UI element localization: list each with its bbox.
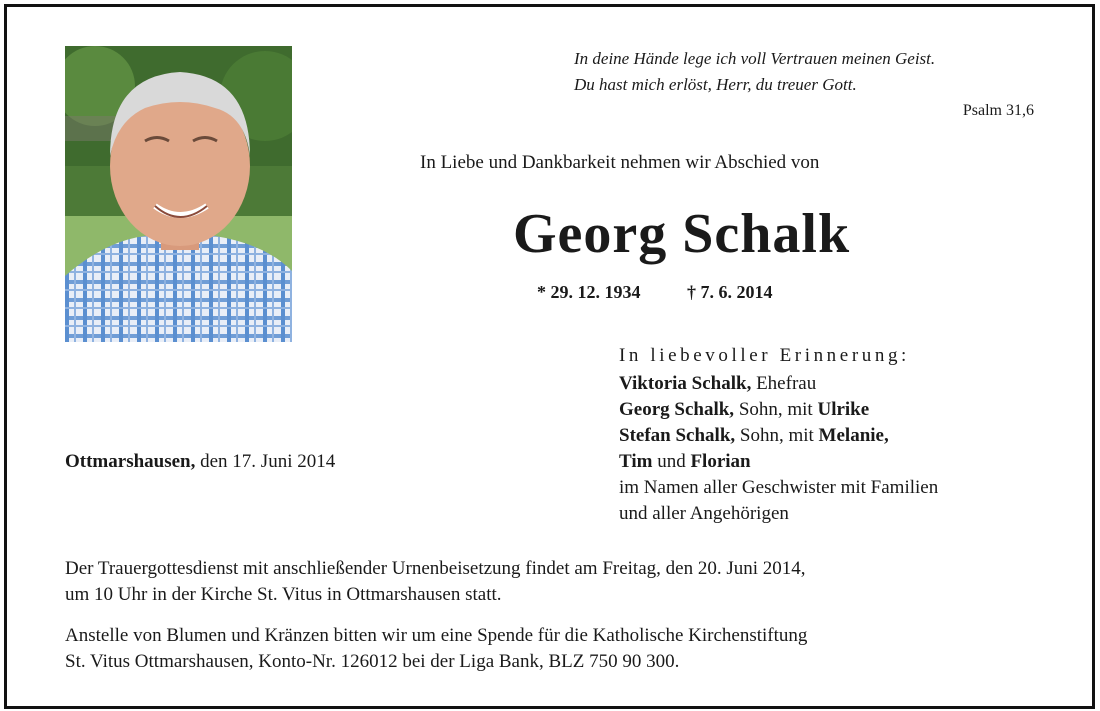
mourner-name: Georg Schalk, <box>619 399 735 420</box>
death-date: † 7. 6. 2014 <box>687 282 773 302</box>
service-line-2: um 10 Uhr in der Kirche St. Vitus in Ottmarshausen statt. <box>65 584 502 605</box>
birth-date: * 29. 12. 1934 <box>537 282 641 302</box>
deceased-name: Georg Schalk <box>513 203 851 265</box>
place-date-text: den 17. Juni 2014 <box>195 451 336 472</box>
mourner-relatives-line: und aller Angehörigen <box>619 503 789 524</box>
mourner-relation: Sohn, mit <box>735 425 819 446</box>
mourner-name: Stefan Schalk, <box>619 425 736 446</box>
service-line-1: Der Trauergottesdienst mit anschließender Urnenbeisetzung findet am Freitag, den 20. Juni 2014, <box>65 558 806 579</box>
mourner-partner: Melanie, <box>818 425 889 446</box>
service-info <box>65 556 1045 608</box>
mourner-family-line: im Namen aller Geschwister mit Familien <box>619 477 939 498</box>
donation-info <box>65 623 1045 675</box>
mourner-line <box>619 423 938 449</box>
mourner-name: Tim <box>619 451 653 472</box>
mourners-heading: In liebevoller Erinnerung: <box>619 345 910 366</box>
mourner-line <box>619 397 938 423</box>
mourner-line <box>619 371 938 397</box>
verse-line-1: In deine Hände lege ich voll Vertrauen meinen Geist. <box>574 49 936 68</box>
mourner-relation: Ehefrau <box>751 373 817 394</box>
verse-reference: Psalm 31,6 <box>962 102 1034 119</box>
life-dates <box>537 282 815 303</box>
mourner-relation: Sohn, mit <box>734 399 818 420</box>
portrait-photo <box>65 46 292 342</box>
donation-line-2: St. Vitus Ottmarshausen, Konto-Nr. 126012 bei der Liga Bank, BLZ 750 90 300. <box>65 651 680 672</box>
mourners-block <box>619 343 938 527</box>
portrait-icon <box>65 46 292 342</box>
mourner-relation: und <box>652 451 691 472</box>
mourner-partner: Florian <box>690 451 751 472</box>
donation-line-1: Anstelle von Blumen und Kränzen bitten wir um eine Spende für die Katholische Kirchenstiftung <box>65 625 808 646</box>
place-date <box>65 451 335 473</box>
mourner-partner: Ulrike <box>817 399 870 420</box>
psalm-verse <box>574 46 1034 124</box>
mourner-name: Viktoria Schalk, <box>619 373 752 394</box>
verse-line-2: Du hast mich erlöst, Herr, du treuer Gott. <box>574 75 857 94</box>
farewell-intro: In Liebe und Dankbarkeit nehmen wir Abschied von <box>420 152 820 173</box>
place-town: Ottmarshausen, <box>65 451 196 472</box>
mourner-line <box>619 449 938 475</box>
